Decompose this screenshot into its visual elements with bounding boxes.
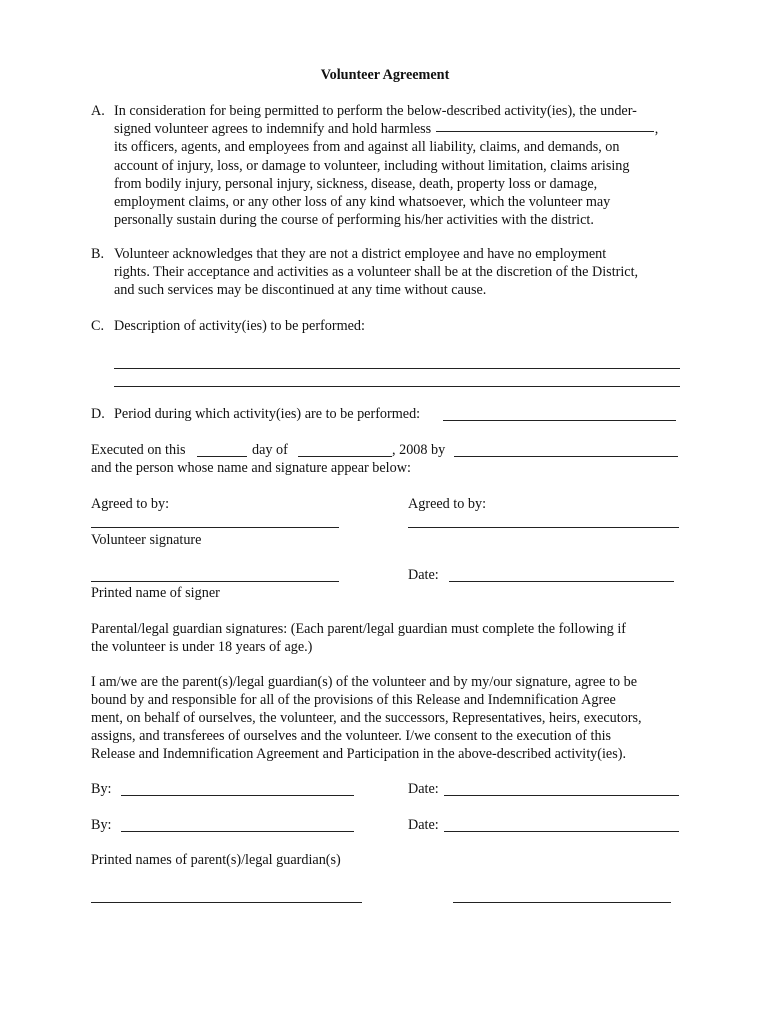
parental-heading-line: the volunteer is under 18 years of age.) bbox=[91, 639, 313, 655]
guardian-1-signature-line[interactable] bbox=[121, 795, 354, 796]
consent-line: I am/we are the parent(s)/legal guardian(s) of the volunteer and by my/our signature, agree to be bbox=[91, 674, 638, 690]
executed-prefix: Executed on this bbox=[91, 442, 186, 458]
section-b-body bbox=[114, 245, 691, 300]
section-b-line: Volunteer acknowledges that they are not a district employee and have no employment bbox=[114, 246, 607, 262]
volunteer-signature-line[interactable] bbox=[91, 527, 339, 528]
section-a-line: personally sustain during the course of performing his/her activities with the district. bbox=[114, 212, 594, 229]
section-a-line: employment claims, or any other loss of any kind whatsoever, which the volunteer may bbox=[114, 194, 611, 211]
section-a-line-2-end: , bbox=[654, 121, 659, 138]
guardian-printed-name-line-1[interactable] bbox=[91, 902, 362, 903]
activity-period-line[interactable] bbox=[443, 420, 676, 421]
agreement-date-line[interactable] bbox=[449, 581, 674, 582]
guardian-1-date-label: Date: bbox=[408, 781, 439, 797]
right-agreed-label: Agreed to by: bbox=[408, 496, 487, 512]
section-a-letter: A. bbox=[91, 103, 105, 119]
printed-name-label: Printed name of signer bbox=[91, 585, 220, 601]
consent-line: ment, on behalf of ourselves, the volunteer, and the successors, Representatives, heirs, executors, bbox=[91, 710, 642, 726]
agreement-date-label: Date: bbox=[408, 567, 439, 583]
guardian-1-date-line[interactable] bbox=[444, 795, 679, 796]
guardian-2-signature-line[interactable] bbox=[121, 831, 354, 832]
section-a-line-2 bbox=[114, 120, 691, 138]
section-a-line: account of injury, loss, or damage to volunteer, including without limitation, claims arising bbox=[114, 157, 630, 174]
indemnitee-blank[interactable] bbox=[436, 131, 654, 132]
executed-by-line[interactable] bbox=[454, 456, 678, 457]
consent-line: assigns, and transferees of ourselves and the volunteer. I/we consent to the execution of this bbox=[91, 728, 612, 744]
executed-day-label: day of bbox=[252, 442, 288, 458]
executed-day-line[interactable] bbox=[197, 456, 247, 457]
executed-year-text: , 2008 by bbox=[392, 442, 446, 458]
left-agreed-label: Agreed to by: bbox=[91, 496, 170, 512]
guardian-printed-names-label: Printed names of parent(s)/legal guardian(s) bbox=[91, 852, 341, 868]
section-c-body bbox=[114, 317, 691, 335]
right-signature-line[interactable] bbox=[408, 527, 679, 528]
guardian-2-date-label: Date: bbox=[408, 817, 439, 833]
section-c-letter: C. bbox=[91, 318, 105, 334]
section-a-line: In consideration for being permitted to perform the below-described activity(ies), the under- bbox=[114, 103, 637, 119]
guardian-2-date-line[interactable] bbox=[444, 831, 679, 832]
section-b-line: and such services may be discontinued at any time without cause. bbox=[114, 282, 487, 299]
activity-description-line-2[interactable] bbox=[114, 386, 680, 387]
executed-line-2: and the person whose name and signature appear below: bbox=[91, 460, 411, 476]
section-a-line: from bodily injury, personal injury, sickness, disease, death, property loss or damage, bbox=[114, 175, 598, 192]
section-b-line: rights. Their acceptance and activities as a volunteer shall be at the discretion of the District, bbox=[114, 264, 639, 281]
section-a-line: its officers, agents, and employees from and against all liability, claims, and demands, on bbox=[114, 139, 620, 156]
section-d-text: Period during which activity(ies) are to be performed: bbox=[114, 406, 421, 422]
section-d-letter: D. bbox=[91, 406, 105, 422]
section-a-line-2-text: signed volunteer agrees to indemnify and hold harmless bbox=[114, 121, 432, 138]
consent-line: Release and Indemnification Agreement and Participation in the above-described activity(ies). bbox=[91, 746, 626, 762]
volunteer-signature-label: Volunteer signature bbox=[91, 532, 202, 548]
document-title: Volunteer Agreement bbox=[320, 67, 450, 83]
executed-month-line[interactable] bbox=[298, 456, 392, 457]
section-b-letter: B. bbox=[91, 246, 105, 262]
activity-description-line-1[interactable] bbox=[114, 368, 680, 369]
section-a-body bbox=[114, 102, 691, 229]
printed-name-line[interactable] bbox=[91, 581, 339, 582]
guardian-printed-name-line-2[interactable] bbox=[453, 902, 671, 903]
parental-heading-line: Parental/legal guardian signatures: (Each parent/legal guardian must complete the following if bbox=[91, 621, 627, 637]
guardian-2-by-label: By: bbox=[91, 817, 112, 833]
section-c-text: Description of activity(ies) to be performed: bbox=[114, 318, 365, 334]
guardian-1-by-label: By: bbox=[91, 781, 112, 797]
consent-line: bound by and responsible for all of the provisions of this Release and Indemnification Agree bbox=[91, 692, 616, 708]
